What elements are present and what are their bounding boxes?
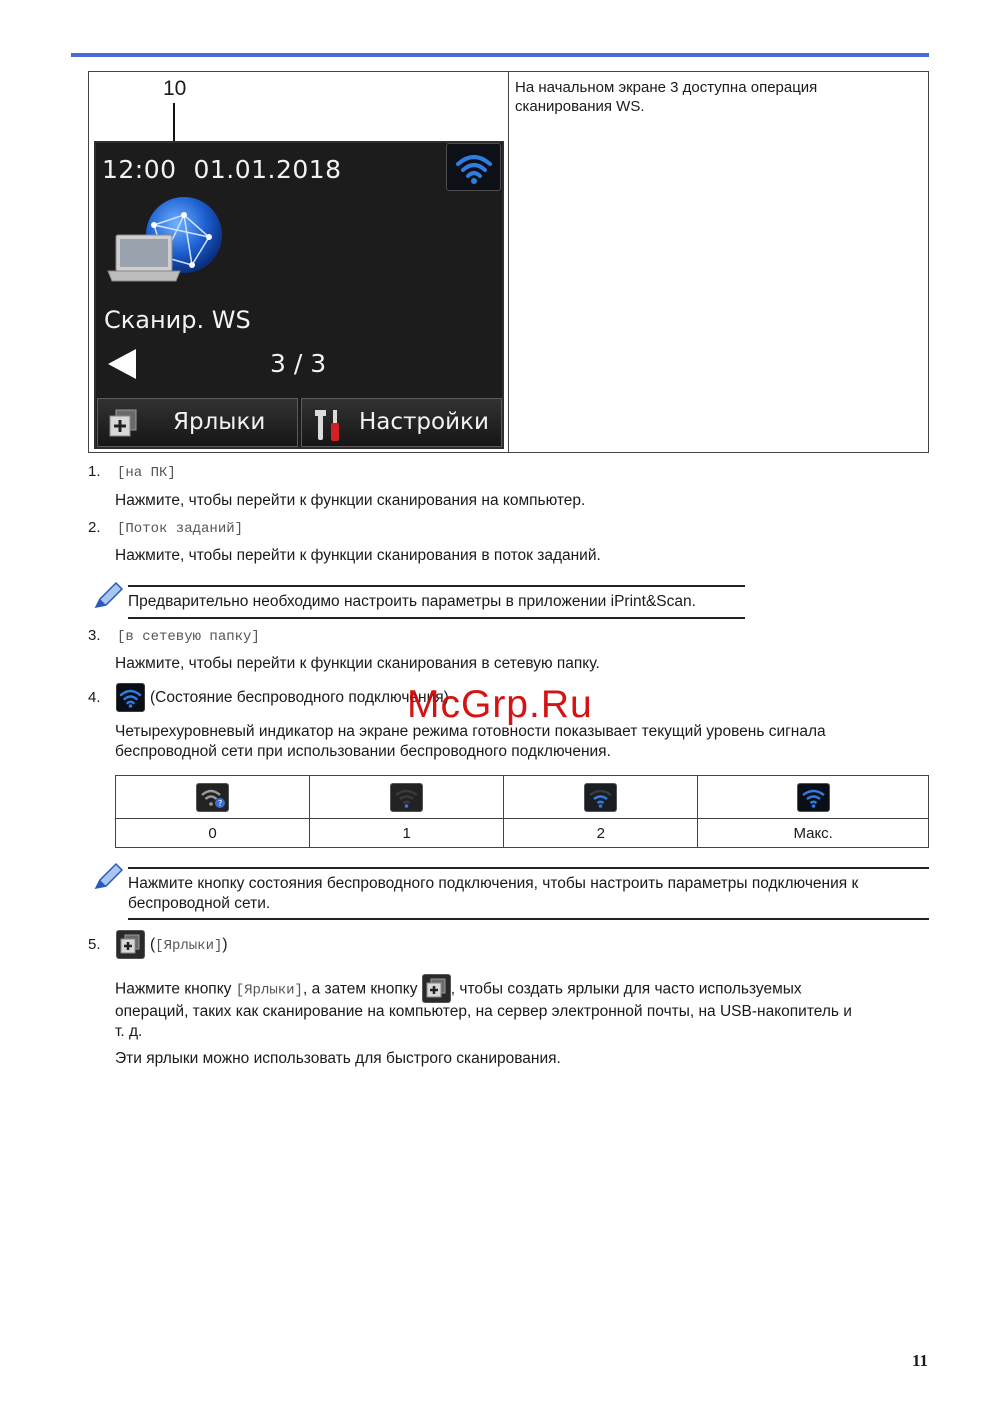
- item5-text-last: Эти ярлыки можно использовать для быстрого сканирования.: [115, 1050, 561, 1067]
- signal-cell: [698, 776, 929, 819]
- note-text: Нажмите кнопку состояния беспроводного подключения, чтобы настроить параметры подключения к беспроводной сети.: [128, 875, 859, 912]
- figure-table: [88, 71, 929, 453]
- item-label: [на ПК]: [117, 465, 176, 481]
- lcd-page-indicator: 3 / 3: [270, 349, 327, 378]
- item5-text-after: , чтобы создать ярлыки для часто используемых: [450, 980, 802, 998]
- item5-close-paren: ): [222, 936, 228, 953]
- item-number: 3.: [88, 627, 101, 644]
- item-text: Нажмите, чтобы перейти к функции сканирования в сетевую папку.: [115, 655, 600, 672]
- item-number: 2.: [88, 519, 101, 536]
- item5-text-line3: т. д.: [115, 1023, 143, 1040]
- signal-cell: [504, 776, 698, 819]
- shortcuts-icon: [116, 930, 145, 959]
- add-shortcut-icon: [422, 974, 451, 1003]
- signal-level-table: [115, 775, 929, 848]
- note-rule-bottom: [128, 617, 745, 619]
- signal-cell: [310, 776, 504, 819]
- shortcuts-icon: [108, 408, 140, 438]
- item5-label: [Ярлыки]: [155, 938, 223, 954]
- previous-page-arrow[interactable]: [108, 349, 136, 379]
- item5-text-before: Нажмите кнопку: [115, 980, 232, 998]
- lcd-datetime: [102, 155, 342, 184]
- page-number: 11: [912, 1351, 929, 1370]
- shortcuts-button[interactable]: [97, 398, 298, 447]
- lcd-function-label: Сканир. WS: [104, 306, 251, 334]
- item-text: Четырехуровневый индикатор на экране режима готовности показывает текущий уровень сигнала беспроводной сети при использовании беспроводного подключения.: [115, 723, 826, 760]
- item5-text-line1: [115, 975, 925, 1004]
- signal-value: 1: [310, 819, 504, 848]
- callout-number: 10: [163, 77, 187, 100]
- note-pencil-icon: [92, 862, 124, 892]
- item-label: [Поток заданий]: [117, 521, 244, 537]
- settings-button[interactable]: [301, 398, 502, 447]
- wifi-level-1-icon: [390, 783, 423, 812]
- wifi-level-2-icon: [584, 783, 617, 812]
- settings-icon: [312, 408, 346, 442]
- item-number: 4.: [88, 689, 101, 706]
- note-rule-bottom: [128, 918, 929, 920]
- lcd-time: 12:00: [102, 155, 177, 184]
- item-number: 1.: [88, 463, 101, 480]
- signal-value: 2: [504, 819, 698, 848]
- item-number: 5.: [88, 936, 101, 953]
- figure-description: На начальном экране 3 доступна операция сканирования WS.: [515, 79, 818, 115]
- note-rule-top: [128, 585, 745, 587]
- wifi-status-icon: [116, 683, 145, 712]
- item5-text-mid: , а затем кнопку: [302, 980, 418, 998]
- ws-scan-icon[interactable]: [104, 195, 228, 285]
- wifi-icon: [452, 148, 496, 188]
- wifi-no-signal-icon: [196, 783, 229, 812]
- svg-text:?: ?: [218, 798, 223, 808]
- item5-heading: [150, 935, 350, 956]
- wifi-status-button[interactable]: [446, 143, 501, 191]
- lcd-screen: [94, 141, 504, 449]
- item5-text-line2: операций, таких как сканирование на компьютер, на сервер электронной почты, на USB-накопитель и: [115, 1003, 852, 1020]
- item-text: Нажмите, чтобы перейти к функции сканирования на компьютер.: [115, 492, 586, 509]
- lcd-date: 01.01.2018: [193, 155, 342, 184]
- screen-figure: [89, 72, 509, 452]
- item5-button-name: [Ярлыки]: [235, 982, 303, 999]
- wifi-level-max-icon: [797, 783, 830, 812]
- watermark: McGrp.Ru: [407, 683, 593, 726]
- header-rule: [71, 53, 929, 57]
- item-label: [в сетевую папку]: [117, 629, 260, 645]
- shortcuts-button-label: Ярлыки: [173, 409, 266, 435]
- signal-value: 0: [116, 819, 310, 848]
- signal-cell: [116, 776, 310, 819]
- item5-open-paren: (: [150, 936, 156, 953]
- note-rule-top: [128, 867, 929, 869]
- item-text: Нажмите, чтобы перейти к функции сканирования в поток заданий.: [115, 547, 601, 564]
- settings-button-label: Настройки: [359, 409, 489, 435]
- note-text: Предварительно необходимо настроить параметры в приложении iPrint&Scan.: [128, 593, 696, 610]
- item-label: (Состояние беспроводного подключения): [150, 689, 449, 706]
- note-pencil-icon: [92, 581, 124, 611]
- signal-value: Макс.: [698, 819, 929, 848]
